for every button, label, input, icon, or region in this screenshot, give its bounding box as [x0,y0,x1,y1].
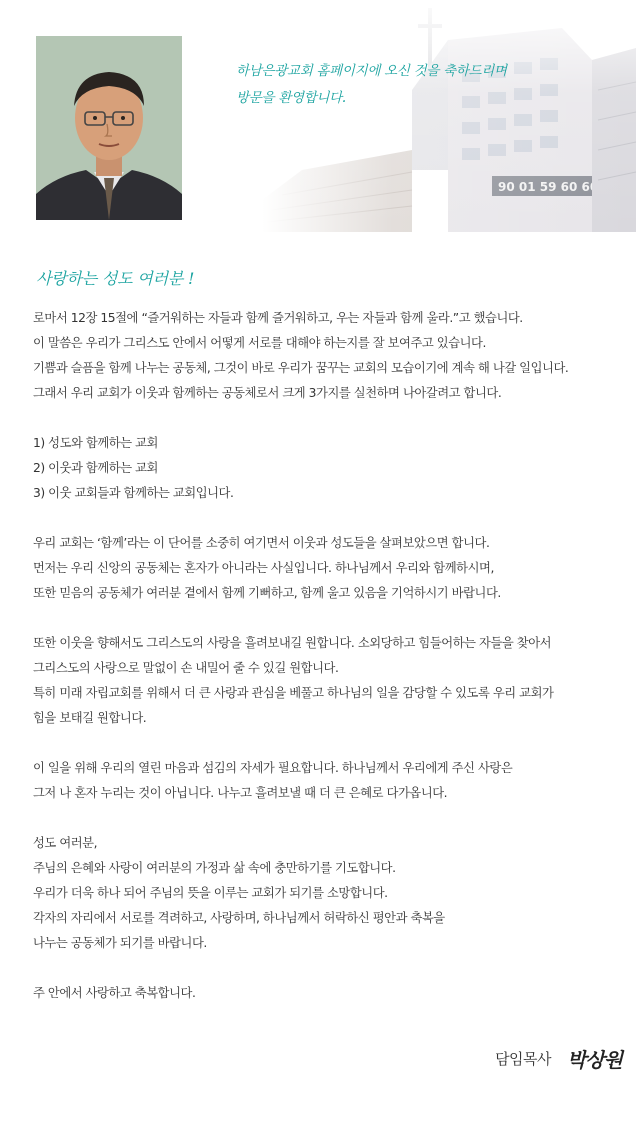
message-line: 그저 나 혼자 누리는 것이 아닙니다. 나누고 흘려보낼 때 더 큰 은혜로 다가옵니다. [33,786,448,800]
message-line: 우리가 더욱 하나 되어 주님의 뜻을 이루는 교회가 되기를 소망합니다. [33,886,388,900]
message-line: 기쁨과 슬픔을 함께 나누는 공동체, 그것이 바로 우리가 꿈꾸는 교회의 모습이기에 계속 해 나갈 일입니다. [33,361,569,375]
paragraph-spacer [33,806,628,831]
message-line: 그리스도의 사랑으로 말없이 손 내밀어 줄 수 있길 원합니다. [33,661,339,675]
message-line: 특히 미래 자립교회를 위해서 더 큰 사랑과 관심을 베풀고 하나님의 일을 감당할 수 있도록 우리 교회가 [33,686,554,700]
paragraph-spacer [33,406,628,431]
pastor-message-body [33,306,628,1006]
message-line: 성도 여러분, [33,836,98,850]
message-line: 먼저는 우리 신앙의 공동체는 혼자가 아니라는 사실입니다. 하나님께서 우리와 함께하시며, [33,561,494,575]
message-line: 로마서 12장 15절에 “즐거워하는 자들과 함께 즐거워하고, 우는 자들과 함께 울라.”고 했습니다. [33,311,523,325]
message-line: 우리 교회는 ‘함께’라는 이 단어를 소중히 여기면서 이웃과 성도들을 살펴보았으면 합니다. [33,536,490,550]
message-line: 나누는 공동체가 되기를 바랍니다. [33,936,207,950]
message-line: 힘을 보태길 원합니다. [33,711,147,725]
church-building-image [262,0,636,232]
message-line: 주님의 은혜와 사랑이 여러분의 가정과 삶 속에 충만하기를 기도합니다. [33,861,396,875]
welcome-message [236,58,507,112]
message-line: 또한 이웃을 향해서도 그리스도의 사랑을 흘려보내길 원합니다. 소외당하고 힘들어하는 자들을 찾아서 [33,636,552,650]
closing-line: 주 안에서 사랑하고 축복합니다. [33,986,196,1000]
list-item: 1) 성도와 함께하는 교회 [33,436,158,450]
pastor-photo [36,36,182,220]
welcome-line-1: 하남은광교회 홈페이지에 오신 것을 축하드리며 [236,63,507,79]
list-item: 3) 이웃 교회들과 함께하는 교회입니다. [33,486,234,500]
signature-name: 박상원 [567,1048,622,1072]
signature-title: 담임목사 [495,1050,552,1068]
paragraph-spacer [33,731,628,756]
message-line: 이 말씀은 우리가 그리스도 안에서 어떻게 서로를 대해야 하는지를 잘 보여주고 있습니다. [33,336,486,350]
paragraph-spacer [33,956,628,981]
signature-block [495,1044,622,1073]
list-item: 2) 이웃과 함께하는 교회 [33,461,158,475]
header [0,0,636,235]
message-line: 각자의 자리에서 서로를 격려하고, 사랑하며, 하나님께서 허락하신 평안과 축복을 [33,911,445,925]
greeting-heading: 사랑하는 성도 여러분 ! [36,269,195,288]
message-line: 그래서 우리 교회가 이웃과 함께하는 공동체로서 크게 3가지를 실천하며 나아갈려고 합니다. [33,386,502,400]
welcome-line-2: 방문을 환영합니다. [236,90,346,106]
paragraph-spacer [33,506,628,531]
pastor-portrait-image [36,36,182,220]
message-line: 또한 믿음의 공동체가 여러분 곁에서 함께 기뻐하고, 함께 울고 있음을 기억하시기 바랍니다. [33,586,501,600]
message-line: 이 일을 위해 우리의 열린 마음과 섬김의 자세가 필요합니다. 하나님께서 우리에게 주신 사랑은 [33,761,513,775]
paragraph-spacer [33,606,628,631]
